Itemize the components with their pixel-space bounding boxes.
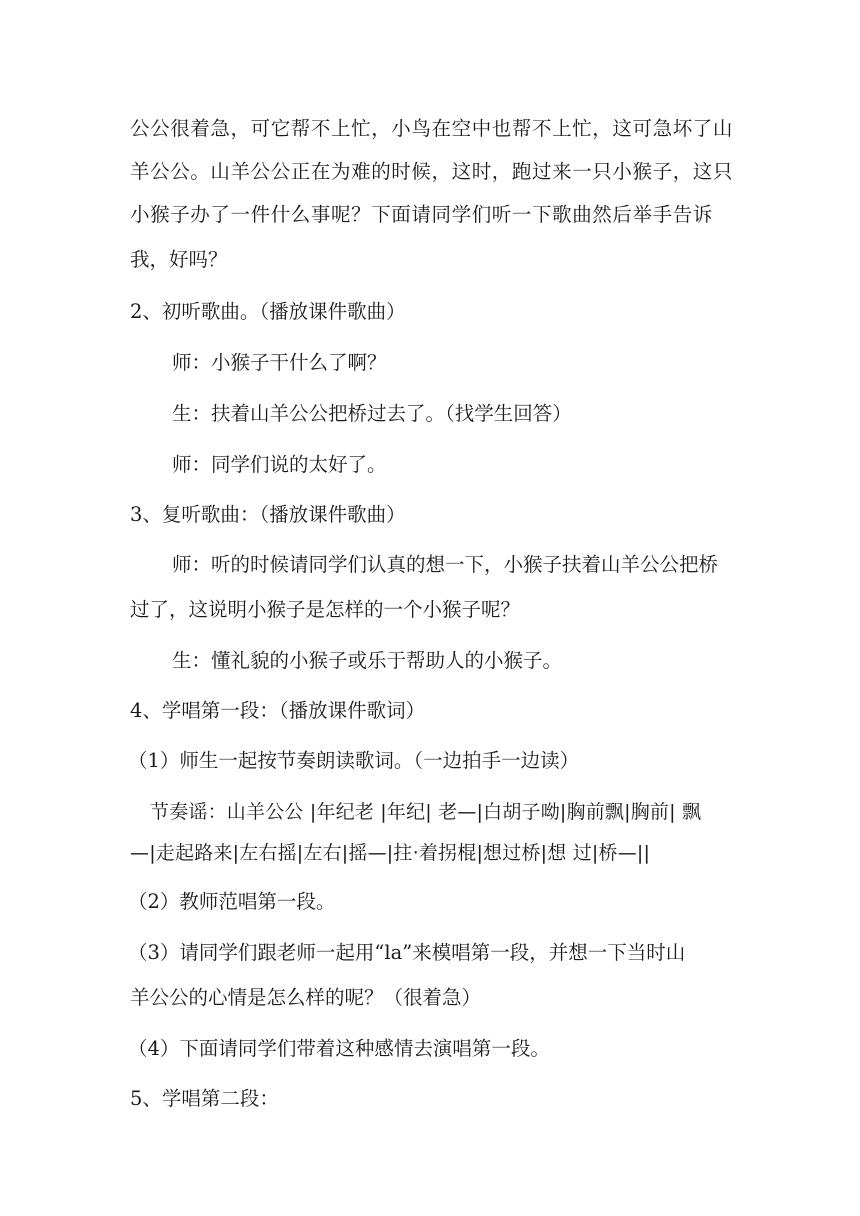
step-line: （3）请同学们跟老师一起用“la”来模唱第一段，并想一下当时山 (128, 941, 686, 964)
paragraph-line: 我，好吗？ (130, 248, 228, 271)
section-heading: 2、初听歌曲。（播放课件歌曲） (130, 300, 406, 323)
step-line-continued: 羊公公的心情是怎么样的呢？（很着急） (130, 986, 482, 1009)
section-heading: 3、复听歌曲：（播放课件歌曲） (130, 503, 406, 526)
dialogue-line: 生：扶着山羊公公把桥过去了。（找学生回答） (172, 402, 572, 425)
dialogue-line: 师：小猴子干什么了啊？ (172, 351, 387, 374)
dialogue-line: 师：听的时候请同学们认真的想一下，小猴子扶着山羊公公把桥 (172, 553, 719, 576)
dialogue-line: 师：同学们说的太好了。 (172, 453, 387, 476)
step-line: （1）师生一起按节奏朗读歌词。（一边拍手一边读） (128, 749, 580, 772)
rhythm-chant-line: —|走起路来|左右摇|左右|摇—|拄·着拐棍|想过桥|想 过|桥—|| (130, 842, 651, 864)
section-heading: 5、学唱第二段： (130, 1087, 279, 1110)
step-line: （2）教师范唱第一段。 (128, 890, 336, 913)
rhythm-chant-line: 节奏谣：山羊公公 |年纪老 |年纪| 老—|白胡子呦|胸前飘|胸前| 飘 (150, 801, 702, 823)
paragraph-line: 公公很着急，可它帮不上忙，小鸟在空中也帮不上忙，这可急坏了山 (130, 117, 734, 140)
dialogue-line: 生：懂礼貌的小猴子或乐于帮助人的小猴子。 (172, 649, 563, 672)
paragraph-line: 小猴子办了一件什么事呢？下面请同学们听一下歌曲然后举手告诉 (130, 203, 713, 226)
dialogue-line-continued: 过了，这说明小猴子是怎样的一个小猴子呢？ (130, 598, 521, 621)
section-heading: 4、学唱第一段：（播放课件歌词） (130, 699, 426, 722)
paragraph-line: 羊公公。山羊公公正在为难的时候，这时，跑过来一只小猴子，这只 (130, 160, 734, 183)
step-line: （4）下面请同学们带着这种感情去演唱第一段。 (128, 1037, 550, 1060)
